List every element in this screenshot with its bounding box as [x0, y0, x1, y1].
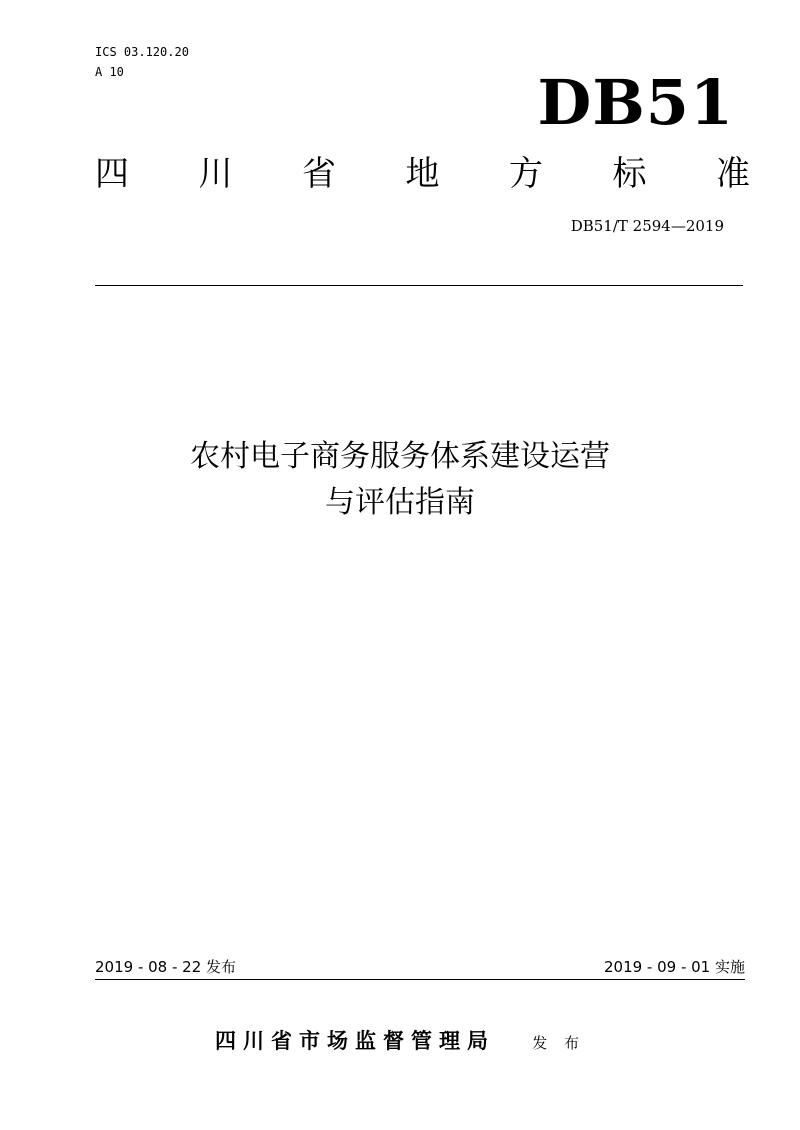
standard-type-char: 川: [198, 154, 233, 194]
implement-date: 2019 - 09 - 01 实施: [603, 958, 745, 976]
standard-type-char: 方: [509, 154, 543, 194]
ccs-code: A 10: [95, 65, 124, 79]
issuer-name: 四川省市场监督管理局: [214, 1029, 495, 1053]
date-bar: [95, 957, 745, 980]
standard-type-char: 标: [612, 154, 647, 194]
document-title-line: 农村电子商务服务体系建设运营: [190, 439, 610, 474]
issuer-line: [0, 1026, 800, 1058]
issue-label: 发 布: [532, 1034, 586, 1052]
document-title-line: 与评估指南: [325, 485, 475, 520]
standard-type-heading: [95, 152, 750, 196]
header-divider: [95, 285, 743, 286]
document-title: [0, 434, 800, 526]
standard-type-char: 地: [405, 154, 440, 194]
standard-type-char: 准: [716, 154, 750, 194]
standard-number: DB51/T 2594—2019: [570, 217, 724, 235]
standard-type-char: 四: [95, 154, 129, 194]
ics-code: ICS 03.120.20: [95, 45, 189, 59]
standard-type-char: 省: [302, 154, 336, 194]
publish-date: 2019 - 08 - 22 发布: [95, 958, 237, 976]
standard-logo: DB51: [537, 66, 734, 139]
classification-codes: [95, 42, 189, 82]
